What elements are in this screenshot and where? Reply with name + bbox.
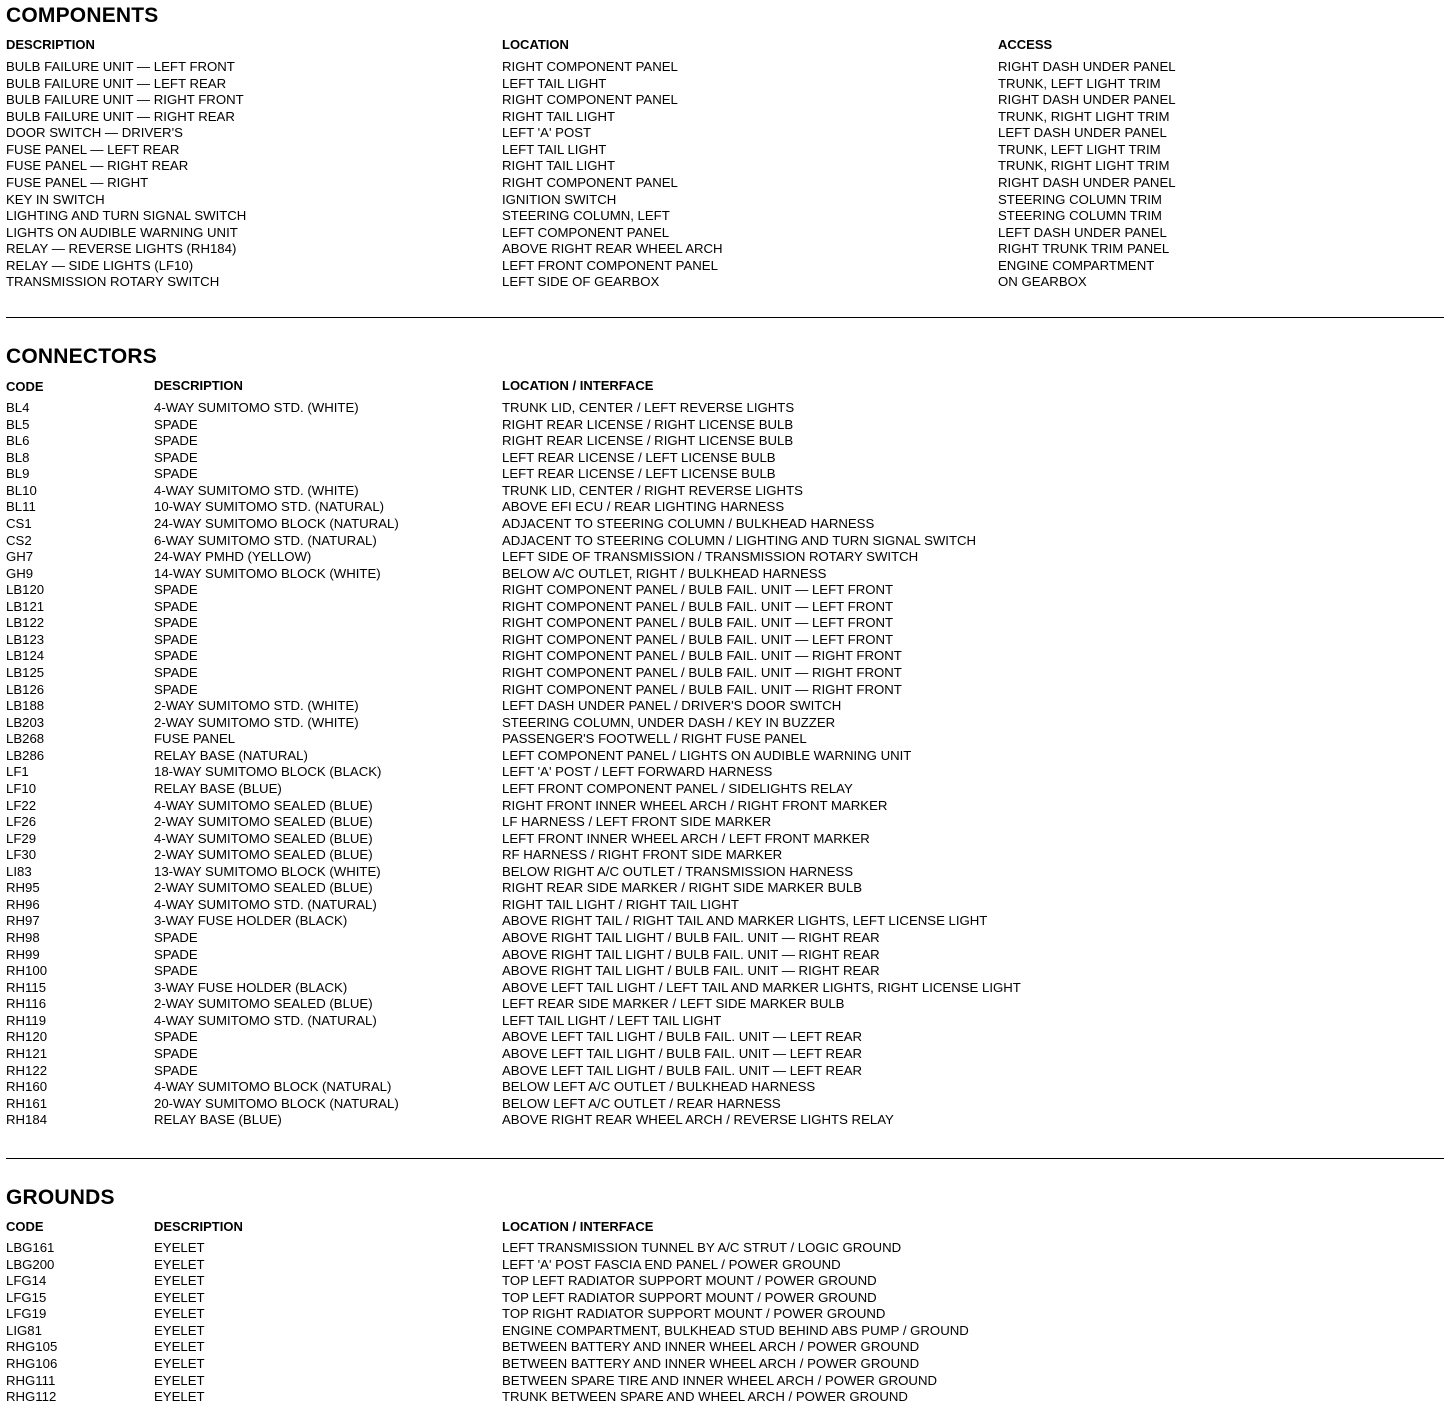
table-row [0, 764, 1456, 781]
connector-location-cell: LEFT DASH UNDER PANEL / DRIVER'S DOOR SWITCH [502, 698, 842, 714]
connector-description-cell: FUSE PANEL [154, 731, 236, 747]
component-location-cell: RIGHT TAIL LIGHT [502, 158, 616, 174]
connector-code-cell: LF26 [6, 814, 37, 830]
connector-code-cell: RH160 [6, 1079, 48, 1095]
component-access-cell: ON GEARBOX [998, 274, 1087, 290]
connector-description-cell: 2-WAY SUMITOMO SEALED (BLUE) [154, 847, 373, 863]
connector-location-cell: ABOVE RIGHT TAIL / RIGHT TAIL AND MARKER LIGHTS, LEFT LICENSE LIGHT [502, 913, 988, 929]
connector-location-cell: ABOVE RIGHT TAIL LIGHT / BULB FAIL. UNIT — RIGHT REAR [502, 930, 880, 945]
connector-code-cell: LF10 [6, 780, 37, 796]
connector-location-cell: RIGHT COMPONENT PANEL / BULB FAIL. UNIT — RIGHT FRONT [502, 681, 902, 697]
table-row [0, 748, 1456, 765]
table-row [0, 781, 1456, 798]
component-description-cell: KEY IN SWITCH [6, 191, 105, 207]
connector-location-cell: PASSENGER'S FOOTWELL / RIGHT FUSE PANEL [502, 731, 807, 747]
connector-location-cell: ABOVE RIGHT TAIL LIGHT / BULB FAIL. UNIT — RIGHT REAR [502, 946, 880, 962]
component-access-cell: STEERING COLUMN TRIM [998, 208, 1162, 224]
grounds-location-header: LOCATION / INTERFACE [502, 1219, 654, 1234]
table-row [0, 1323, 1456, 1340]
connector-location-cell: RIGHT TAIL LIGHT / RIGHT TAIL LIGHT [502, 896, 739, 912]
connector-description-cell: SPADE [154, 665, 198, 680]
component-access-cell: LEFT DASH UNDER PANEL [998, 224, 1167, 240]
table-row [0, 632, 1456, 649]
connector-description-cell: 4-WAY SUMITOMO STD. (NATURAL) [154, 896, 377, 912]
connector-description-cell: 4-WAY SUMITOMO SEALED (BLUE) [154, 830, 373, 846]
connector-location-cell: BELOW A/C OUTLET, RIGHT / BULKHEAD HARNESS [502, 565, 827, 581]
connector-description-cell: SPADE [154, 930, 198, 945]
connector-code-cell: LF29 [6, 830, 37, 846]
ground-location-cell: TOP LEFT RADIATOR SUPPORT MOUNT / POWER GROUND [502, 1289, 877, 1305]
component-description-cell: BULB FAILURE UNIT — RIGHT FRONT [6, 92, 244, 108]
ground-description-cell: EYELET [154, 1289, 205, 1305]
grounds-title: GROUNDS [6, 1186, 115, 1209]
connector-description-cell: SPADE [154, 598, 198, 614]
connector-description-cell: SPADE [154, 946, 198, 962]
table-row [0, 831, 1456, 848]
section-divider [6, 1158, 1444, 1159]
connector-description-cell: 13-WAY SUMITOMO BLOCK (WHITE) [154, 863, 381, 879]
component-access-cell: STEERING COLUMN TRIM [998, 191, 1162, 207]
component-description-cell: FUSE PANEL — RIGHT [6, 174, 149, 190]
connector-description-cell: 6-WAY SUMITOMO STD. (NATURAL) [154, 532, 377, 548]
connector-code-cell: LB125 [6, 665, 45, 680]
connector-code-cell: LB120 [6, 582, 45, 598]
ground-location-cell: BETWEEN BATTERY AND INNER WHEEL ARCH / POWER GROUND [502, 1339, 920, 1355]
component-description-cell: DOOR SWITCH — DRIVER'S [6, 125, 183, 141]
connector-code-cell: RH119 [6, 1012, 47, 1028]
table-row [0, 533, 1456, 550]
connector-description-cell: SPADE [154, 1045, 198, 1061]
connector-code-cell: RH121 [6, 1045, 48, 1061]
components-access-header: ACCESS [998, 37, 1053, 52]
table-row [0, 665, 1456, 682]
components-location-header: LOCATION [502, 37, 569, 52]
ground-description-cell: EYELET [154, 1306, 205, 1322]
table-row [0, 864, 1456, 881]
ground-location-cell: TRUNK BETWEEN SPARE AND WHEEL ARCH / POWER GROUND [502, 1389, 908, 1405]
ground-location-cell: BETWEEN BATTERY AND INNER WHEEL ARCH / POWER GROUND [502, 1355, 920, 1371]
ground-code-cell: LIG81 [6, 1322, 42, 1338]
table-row [0, 566, 1456, 583]
ground-code-cell: RHG106 [6, 1355, 58, 1371]
table-row [0, 599, 1456, 616]
connector-location-cell: BELOW LEFT A/C OUTLET / REAR HARNESS [502, 1095, 781, 1111]
connector-code-cell: RH184 [6, 1112, 48, 1128]
ground-location-cell: LEFT 'A' POST FASCIA END PANEL / POWER GROUND [502, 1256, 841, 1272]
table-row [0, 158, 1456, 175]
table-row [0, 897, 1456, 914]
connector-description-cell: SPADE [154, 631, 198, 647]
connector-code-cell: GH7 [6, 549, 34, 565]
connector-code-cell: LI83 [6, 863, 32, 879]
table-row [0, 274, 1456, 291]
ground-location-cell: LEFT TRANSMISSION TUNNEL BY A/C STRUT / LOGIC GROUND [502, 1240, 902, 1255]
table-row [0, 615, 1456, 632]
table-row [0, 1079, 1456, 1096]
connector-location-cell: RF HARNESS / RIGHT FRONT SIDE MARKER [502, 847, 783, 863]
ground-description-cell: EYELET [154, 1273, 205, 1289]
connector-location-cell: ABOVE LEFT TAIL LIGHT / BULB FAIL. UNIT — LEFT REAR [502, 1062, 863, 1078]
component-access-cell: RIGHT DASH UNDER PANEL [998, 92, 1176, 108]
component-location-cell: LEFT FRONT COMPONENT PANEL [502, 257, 718, 273]
ground-location-cell: BETWEEN SPARE TIRE AND INNER WHEEL ARCH / POWER GROUND [502, 1372, 937, 1388]
connector-code-cell: CS2 [6, 532, 32, 548]
connector-description-cell: SPADE [154, 416, 198, 432]
connector-code-cell: LB286 [6, 747, 45, 763]
connector-code-cell: RH116 [6, 996, 47, 1012]
connector-code-cell: RH120 [6, 1029, 48, 1045]
connector-location-cell: TRUNK LID, CENTER / RIGHT REVERSE LIGHTS [502, 482, 803, 498]
connector-code-cell: RH96 [6, 896, 40, 912]
table-row [0, 1257, 1456, 1274]
table-row [0, 715, 1456, 732]
connectors-location-header: LOCATION / INTERFACE [502, 378, 654, 393]
grounds-description-header: DESCRIPTION [154, 1219, 243, 1234]
connector-code-cell: LB188 [6, 698, 45, 714]
table-row [0, 466, 1456, 483]
ground-location-cell: TOP RIGHT RADIATOR SUPPORT MOUNT / POWER GROUND [502, 1306, 886, 1322]
connector-location-cell: RIGHT COMPONENT PANEL / BULB FAIL. UNIT — RIGHT FRONT [502, 665, 902, 680]
connector-description-cell: 2-WAY SUMITOMO SEALED (BLUE) [154, 996, 373, 1012]
table-row [0, 1063, 1456, 1080]
connector-code-cell: LB121 [6, 598, 45, 614]
connector-description-cell: SPADE [154, 681, 198, 697]
ground-code-cell: RHG105 [6, 1339, 58, 1355]
connector-code-cell: LB203 [6, 714, 45, 730]
ground-description-cell: EYELET [154, 1372, 205, 1388]
connector-description-cell: 3-WAY FUSE HOLDER (BLACK) [154, 913, 348, 929]
table-row [0, 980, 1456, 997]
connector-code-cell: RH122 [6, 1062, 48, 1078]
connector-description-cell: 20-WAY SUMITOMO BLOCK (NATURAL) [154, 1095, 399, 1111]
component-description-cell: FUSE PANEL — LEFT REAR [6, 141, 180, 157]
components-table [0, 59, 1456, 291]
component-location-cell: RIGHT COMPONENT PANEL [502, 174, 678, 190]
connector-description-cell: 2-WAY SUMITOMO SEALED (BLUE) [154, 814, 373, 830]
component-location-cell: IGNITION SWITCH [502, 191, 617, 207]
table-row [0, 208, 1456, 225]
connectors-table [0, 400, 1456, 1129]
connector-description-cell: 18-WAY SUMITOMO BLOCK (BLACK) [154, 764, 382, 780]
connector-location-cell: ABOVE LEFT TAIL LIGHT / BULB FAIL. UNIT — LEFT REAR [502, 1045, 863, 1061]
table-row [0, 731, 1456, 748]
connector-description-cell: 2-WAY SUMITOMO STD. (WHITE) [154, 698, 359, 714]
component-access-cell: LEFT DASH UNDER PANEL [998, 125, 1167, 141]
connector-location-cell: ADJACENT TO STEERING COLUMN / LIGHTING AND TURN SIGNAL SWITCH [502, 532, 977, 548]
connector-code-cell: LF22 [6, 797, 37, 813]
connector-location-cell: RIGHT REAR LICENSE / RIGHT LICENSE BULB [502, 433, 794, 449]
table-row [0, 698, 1456, 715]
table-row [0, 947, 1456, 964]
connector-location-cell: RIGHT COMPONENT PANEL / BULB FAIL. UNIT — RIGHT FRONT [502, 648, 902, 664]
component-access-cell: TRUNK, RIGHT LIGHT TRIM [998, 108, 1170, 124]
table-row [0, 880, 1456, 897]
ground-location-cell: TOP LEFT RADIATOR SUPPORT MOUNT / POWER GROUND [502, 1273, 877, 1289]
connector-code-cell: BL9 [6, 466, 30, 482]
connector-location-cell: RIGHT COMPONENT PANEL / BULB FAIL. UNIT — LEFT FRONT [502, 582, 894, 598]
connector-description-cell: 2-WAY SUMITOMO SEALED (BLUE) [154, 880, 373, 896]
connector-location-cell: LEFT SIDE OF TRANSMISSION / TRANSMISSION ROTARY SWITCH [502, 549, 919, 565]
connector-code-cell: BL6 [6, 433, 30, 449]
table-row [0, 930, 1456, 947]
component-location-cell: RIGHT COMPONENT PANEL [502, 92, 678, 108]
connector-description-cell: SPADE [154, 582, 198, 598]
connectors-title: CONNECTORS [6, 345, 157, 368]
connector-location-cell: LEFT REAR SIDE MARKER / LEFT SIDE MARKER BULB [502, 996, 845, 1012]
component-location-cell: RIGHT COMPONENT PANEL [502, 59, 678, 74]
grounds-code-header: CODE [6, 1219, 44, 1234]
ground-description-cell: EYELET [154, 1240, 205, 1255]
ground-description-cell: EYELET [154, 1256, 205, 1272]
component-description-cell: BULB FAILURE UNIT — LEFT REAR [6, 75, 227, 91]
connector-description-cell: RELAY BASE (BLUE) [154, 780, 282, 796]
component-access-cell: RIGHT DASH UNDER PANEL [998, 174, 1176, 190]
table-row [0, 1046, 1456, 1063]
connector-code-cell: LF30 [6, 847, 37, 863]
connector-code-cell: LB268 [6, 731, 45, 747]
connector-code-cell: LB123 [6, 631, 45, 647]
component-description-cell: BULB FAILURE UNIT — RIGHT REAR [6, 108, 235, 124]
connector-description-cell: 24-WAY SUMITOMO BLOCK (NATURAL) [154, 515, 399, 531]
component-description-cell: BULB FAILURE UNIT — LEFT FRONT [6, 59, 235, 74]
connector-code-cell: RH97 [6, 913, 40, 929]
connector-location-cell: LF HARNESS / LEFT FRONT SIDE MARKER [502, 814, 772, 830]
table-row [0, 582, 1456, 599]
table-row [0, 92, 1456, 109]
connector-code-cell: RH161 [6, 1095, 48, 1111]
component-description-cell: LIGHTING AND TURN SIGNAL SWITCH [6, 208, 247, 224]
table-row [0, 142, 1456, 159]
table-row [0, 125, 1456, 142]
table-row [0, 192, 1456, 209]
table-row [0, 483, 1456, 500]
component-location-cell: LEFT 'A' POST [502, 125, 592, 141]
table-row [0, 1389, 1456, 1406]
table-row [0, 1240, 1456, 1257]
connector-location-cell: RIGHT FRONT INNER WHEEL ARCH / RIGHT FRONT MARKER [502, 797, 888, 813]
connector-description-cell: SPADE [154, 433, 198, 449]
connector-description-cell: SPADE [154, 449, 198, 465]
table-row [0, 1273, 1456, 1290]
connector-description-cell: 10-WAY SUMITOMO STD. (NATURAL) [154, 499, 385, 515]
table-row [0, 241, 1456, 258]
component-description-cell: RELAY — SIDE LIGHTS (LF10) [6, 257, 194, 273]
connectors-code-header: CODE [6, 379, 44, 394]
connector-code-cell: BL5 [6, 416, 30, 432]
connector-location-cell: ABOVE RIGHT TAIL LIGHT / BULB FAIL. UNIT — RIGHT REAR [502, 963, 880, 979]
table-row [0, 549, 1456, 566]
ground-code-cell: RHG111 [6, 1372, 56, 1388]
table-row [0, 450, 1456, 467]
connector-location-cell: ADJACENT TO STEERING COLUMN / BULKHEAD HARNESS [502, 515, 875, 531]
connector-description-cell: SPADE [154, 648, 198, 664]
component-location-cell: STEERING COLUMN, LEFT [502, 208, 670, 224]
connector-location-cell: ABOVE EFI ECU / REAR LIGHTING HARNESS [502, 499, 785, 515]
table-row [0, 798, 1456, 815]
ground-description-cell: EYELET [154, 1389, 205, 1405]
component-access-cell: ENGINE COMPARTMENT [998, 257, 1155, 273]
components-description-header: DESCRIPTION [6, 37, 95, 52]
ground-code-cell: RHG112 [6, 1389, 57, 1405]
component-access-cell: TRUNK, RIGHT LIGHT TRIM [998, 158, 1170, 174]
connector-location-cell: BELOW RIGHT A/C OUTLET / TRANSMISSION HARNESS [502, 863, 853, 879]
table-row [0, 648, 1456, 665]
connector-description-cell: SPADE [154, 1062, 198, 1078]
ground-code-cell: LFG14 [6, 1273, 47, 1289]
connector-location-cell: RIGHT COMPONENT PANEL / BULB FAIL. UNIT — LEFT FRONT [502, 598, 894, 614]
connector-location-cell: TRUNK LID, CENTER / LEFT REVERSE LIGHTS [502, 400, 795, 415]
table-row [0, 76, 1456, 93]
section-divider [6, 317, 1444, 318]
connector-code-cell: RH98 [6, 930, 40, 945]
component-description-cell: TRANSMISSION ROTARY SWITCH [6, 274, 220, 290]
connector-code-cell: CS1 [6, 515, 32, 531]
table-row [0, 1096, 1456, 1113]
grounds-table [0, 1240, 1456, 1406]
component-description-cell: FUSE PANEL — RIGHT REAR [6, 158, 189, 174]
table-row [0, 258, 1456, 275]
ground-description-cell: EYELET [154, 1355, 205, 1371]
connector-code-cell: BL8 [6, 449, 30, 465]
connector-description-cell: SPADE [154, 466, 198, 482]
component-description-cell: RELAY — REVERSE LIGHTS (RH184) [6, 241, 237, 257]
table-row [0, 1112, 1456, 1129]
ground-code-cell: LBG200 [6, 1256, 55, 1272]
connector-location-cell: LEFT TAIL LIGHT / LEFT TAIL LIGHT [502, 1012, 722, 1028]
component-location-cell: LEFT TAIL LIGHT [502, 75, 607, 91]
connector-description-cell: 4-WAY SUMITOMO BLOCK (NATURAL) [154, 1079, 392, 1095]
table-row [0, 963, 1456, 980]
ground-description-cell: EYELET [154, 1322, 205, 1338]
component-location-cell: ABOVE RIGHT REAR WHEEL ARCH [502, 241, 723, 257]
component-location-cell: RIGHT TAIL LIGHT [502, 108, 616, 124]
component-description-cell: LIGHTS ON AUDIBLE WARNING UNIT [6, 224, 238, 240]
connector-description-cell: 14-WAY SUMITOMO BLOCK (WHITE) [154, 565, 381, 581]
table-row [0, 225, 1456, 242]
ground-location-cell: ENGINE COMPARTMENT, BULKHEAD STUD BEHIND ABS PUMP / GROUND [502, 1322, 969, 1338]
connector-location-cell: LEFT COMPONENT PANEL / LIGHTS ON AUDIBLE WARNING UNIT [502, 747, 912, 763]
table-row [0, 175, 1456, 192]
table-row [0, 1029, 1456, 1046]
connector-location-cell: BELOW LEFT A/C OUTLET / BULKHEAD HARNESS [502, 1079, 816, 1095]
table-row [0, 1290, 1456, 1307]
connector-description-cell: 2-WAY SUMITOMO STD. (WHITE) [154, 714, 359, 730]
connector-description-cell: SPADE [154, 615, 198, 631]
ground-code-cell: LFG15 [6, 1289, 47, 1305]
connector-location-cell: RIGHT COMPONENT PANEL / BULB FAIL. UNIT — LEFT FRONT [502, 615, 894, 631]
connector-description-cell: RELAY BASE (BLUE) [154, 1112, 282, 1128]
connector-code-cell: LB124 [6, 648, 45, 664]
ground-code-cell: LBG161 [6, 1240, 55, 1255]
component-location-cell: LEFT COMPONENT PANEL [502, 224, 670, 240]
table-row [0, 400, 1456, 417]
table-row [0, 1339, 1456, 1356]
connector-location-cell: RIGHT COMPONENT PANEL / BULB FAIL. UNIT — LEFT FRONT [502, 631, 894, 647]
ground-code-cell: LFG19 [6, 1306, 47, 1322]
component-access-cell: RIGHT DASH UNDER PANEL [998, 59, 1176, 74]
table-row [0, 847, 1456, 864]
connector-location-cell: ABOVE LEFT TAIL LIGHT / LEFT TAIL AND MARKER LIGHTS, RIGHT LICENSE LIGHT [502, 979, 1021, 995]
connector-code-cell: RH115 [6, 979, 47, 995]
table-row [0, 1306, 1456, 1323]
connector-code-cell: BL10 [6, 482, 37, 498]
table-row [0, 109, 1456, 126]
connector-code-cell: LF1 [6, 764, 29, 780]
connector-code-cell: RH99 [6, 946, 40, 962]
table-row [0, 499, 1456, 516]
connector-location-cell: STEERING COLUMN, UNDER DASH / KEY IN BUZZER [502, 714, 836, 730]
connector-location-cell: LEFT FRONT COMPONENT PANEL / SIDELIGHTS RELAY [502, 780, 853, 796]
connector-description-cell: 4-WAY SUMITOMO STD. (WHITE) [154, 482, 359, 498]
connector-location-cell: LEFT REAR LICENSE / LEFT LICENSE BULB [502, 449, 776, 465]
connector-location-cell: ABOVE LEFT TAIL LIGHT / BULB FAIL. UNIT — LEFT REAR [502, 1029, 863, 1045]
connector-code-cell: BL4 [6, 400, 30, 415]
table-row [0, 417, 1456, 434]
table-row [0, 913, 1456, 930]
connector-location-cell: ABOVE RIGHT REAR WHEEL ARCH / REVERSE LIGHTS RELAY [502, 1112, 894, 1128]
connector-description-cell: 4-WAY SUMITOMO SEALED (BLUE) [154, 797, 373, 813]
table-row [0, 59, 1456, 76]
connector-description-cell: SPADE [154, 963, 198, 979]
table-row [0, 996, 1456, 1013]
connector-code-cell: BL11 [6, 499, 36, 515]
ground-description-cell: EYELET [154, 1339, 205, 1355]
table-row [0, 1373, 1456, 1390]
connector-code-cell: LB122 [6, 615, 45, 631]
table-row [0, 1013, 1456, 1030]
component-access-cell: TRUNK, LEFT LIGHT TRIM [998, 75, 1161, 91]
connector-description-cell: 4-WAY SUMITOMO STD. (NATURAL) [154, 1012, 377, 1028]
connector-location-cell: RIGHT REAR SIDE MARKER / RIGHT SIDE MARKER BULB [502, 880, 863, 896]
connector-code-cell: RH95 [6, 880, 40, 896]
connector-location-cell: RIGHT REAR LICENSE / RIGHT LICENSE BULB [502, 416, 794, 432]
component-location-cell: LEFT TAIL LIGHT [502, 141, 607, 157]
components-title: COMPONENTS [6, 4, 159, 27]
table-row [0, 814, 1456, 831]
connector-description-cell: SPADE [154, 1029, 198, 1045]
connector-code-cell: GH9 [6, 565, 34, 581]
connector-description-cell: RELAY BASE (NATURAL) [154, 747, 308, 763]
table-row [0, 433, 1456, 450]
connector-description-cell: 24-WAY PMHD (YELLOW) [154, 549, 312, 565]
component-access-cell: TRUNK, LEFT LIGHT TRIM [998, 141, 1161, 157]
table-row [0, 682, 1456, 699]
connector-location-cell: LEFT FRONT INNER WHEEL ARCH / LEFT FRONT MARKER [502, 830, 870, 846]
component-access-cell: RIGHT TRUNK TRIM PANEL [998, 241, 1170, 257]
table-row [0, 516, 1456, 533]
connectors-description-header: DESCRIPTION [154, 378, 243, 393]
connector-description-cell: 4-WAY SUMITOMO STD. (WHITE) [154, 400, 359, 415]
connector-code-cell: RH100 [6, 963, 48, 979]
connector-code-cell: LB126 [6, 681, 45, 697]
component-location-cell: LEFT SIDE OF GEARBOX [502, 274, 660, 290]
connector-description-cell: 3-WAY FUSE HOLDER (BLACK) [154, 979, 348, 995]
connector-location-cell: LEFT 'A' POST / LEFT FORWARD HARNESS [502, 764, 773, 780]
connector-location-cell: LEFT REAR LICENSE / LEFT LICENSE BULB [502, 466, 776, 482]
table-row [0, 1356, 1456, 1373]
